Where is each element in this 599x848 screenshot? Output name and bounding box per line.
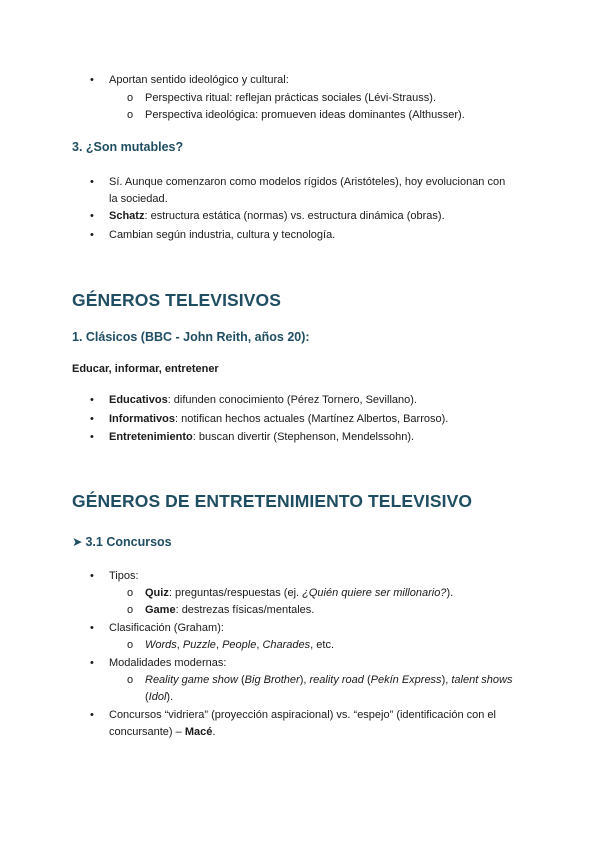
format-name: Reality game show — [145, 674, 238, 686]
list-item — [145, 638, 334, 653]
program-title: Pekín Express — [370, 674, 442, 686]
punctuation: , etc. — [310, 639, 334, 651]
sub-bullet-circle — [127, 108, 133, 123]
bullet-dot — [90, 430, 94, 445]
list-item: Aportan sentido ideológico y cultural: — [109, 74, 289, 86]
list-item-continuation — [145, 690, 173, 705]
term-bold: Entretenimiento — [109, 431, 193, 443]
list-item — [145, 586, 453, 601]
term-description: : buscan divertir (Stephenson, Mendelssohn). — [192, 431, 415, 443]
bullet-dot — [90, 412, 94, 427]
section-heading: 3. ¿Son mutables? — [72, 140, 184, 154]
list-item — [109, 430, 414, 445]
list-item — [109, 393, 417, 408]
punctuation: , — [215, 639, 223, 651]
list-item: Cambian según industria, cultura y tecnología. — [109, 229, 336, 241]
arrow-icon: ➤ — [72, 535, 83, 549]
term-bold: Quiz — [145, 587, 169, 599]
category-name: Puzzle — [182, 639, 216, 651]
punctuation: ( — [363, 674, 371, 686]
list-item — [109, 209, 445, 224]
list-item-continuation — [109, 725, 215, 740]
bullet-dot — [90, 708, 94, 723]
bullet-dot — [90, 621, 94, 636]
punctuation: ). — [166, 691, 174, 703]
program-title: ¿Quién quiere ser millonario? — [302, 587, 447, 599]
list-item-continuation: la sociedad. — [109, 193, 168, 205]
punctuation: ), — [441, 674, 452, 686]
chapter-title: GÉNEROS TELEVISIVOS — [72, 290, 282, 310]
bullet-dot — [90, 656, 94, 671]
format-name: talent shows — [451, 674, 513, 686]
list-item: Perspectiva ritual: reflejan prácticas sociales (Lévi-Strauss). — [145, 92, 437, 104]
sub-bullet-circle — [127, 603, 133, 618]
format-name: reality road — [309, 674, 364, 686]
program-title: Idol — [148, 691, 167, 703]
term-description: : notifican hechos actuales (Martínez Albertos, Barroso). — [175, 413, 449, 425]
list-item: Modalidades modernas: — [109, 657, 227, 669]
sub-bullet-circle — [127, 673, 133, 688]
punctuation: ), — [299, 674, 310, 686]
bullet-dot — [90, 393, 94, 408]
list-item — [109, 412, 448, 427]
sub-bullet-circle — [127, 586, 133, 601]
section-heading — [72, 534, 172, 549]
punctuation: ( — [237, 674, 245, 686]
term-bold: Informativos — [109, 413, 176, 425]
punctuation: ( — [145, 691, 149, 703]
tagline: Educar, informar, entretener — [72, 363, 219, 375]
bullet-dot — [90, 209, 94, 224]
term-description: concursante) – — [109, 726, 185, 738]
punctuation: . — [212, 726, 216, 738]
term-description: : estructura estática (normas) vs. estructura dinámica (obras). — [144, 210, 445, 222]
list-item: Perspectiva ideológica: promueven ideas dominantes (Althusser). — [145, 109, 465, 121]
sub-bullet-circle — [127, 91, 133, 106]
bullet-dot — [90, 569, 94, 584]
author-bold: Macé — [184, 726, 213, 738]
term-description: : destrezas físicas/mentales. — [175, 604, 315, 616]
term-bold: Schatz — [109, 210, 145, 222]
list-item — [145, 673, 513, 688]
list-item: Sí. Aunque comenzaron como modelos rígidos (Aristóteles), hoy evolucionan con — [109, 176, 506, 188]
bullet-dot — [90, 73, 94, 88]
list-item: Concursos “vidriera” (proyección aspiracional) vs. “espejo” (identificación con el — [109, 709, 496, 721]
bullet-dot — [90, 175, 94, 190]
list-item — [145, 603, 314, 618]
term-description: : preguntas/respuestas (ej. — [168, 587, 303, 599]
category-name: Charades — [262, 639, 311, 651]
term-description: : difunden conocimiento (Pérez Tornero, Sevillano). — [167, 394, 417, 406]
list-item: Tipos: — [109, 570, 139, 582]
list-item: Clasificación (Graham): — [109, 622, 224, 634]
term-bold: Educativos — [109, 394, 168, 406]
bullet-dot — [90, 228, 94, 243]
term-bold: Game — [145, 604, 176, 616]
program-title: Big Brother — [244, 674, 300, 686]
sub-bullet-circle — [127, 638, 133, 653]
category-name: People — [222, 639, 257, 651]
section-heading: 1. Clásicos (BBC - John Reith, años 20): — [72, 330, 310, 344]
punctuation: , — [256, 639, 263, 651]
punctuation: , — [176, 639, 183, 651]
section-heading-text: 3.1 Concursos — [85, 535, 172, 549]
punctuation: ). — [446, 587, 454, 599]
category-name: Words — [145, 639, 177, 651]
chapter-title: GÉNEROS DE ENTRETENIMIENTO TELEVISIVO — [72, 491, 473, 511]
